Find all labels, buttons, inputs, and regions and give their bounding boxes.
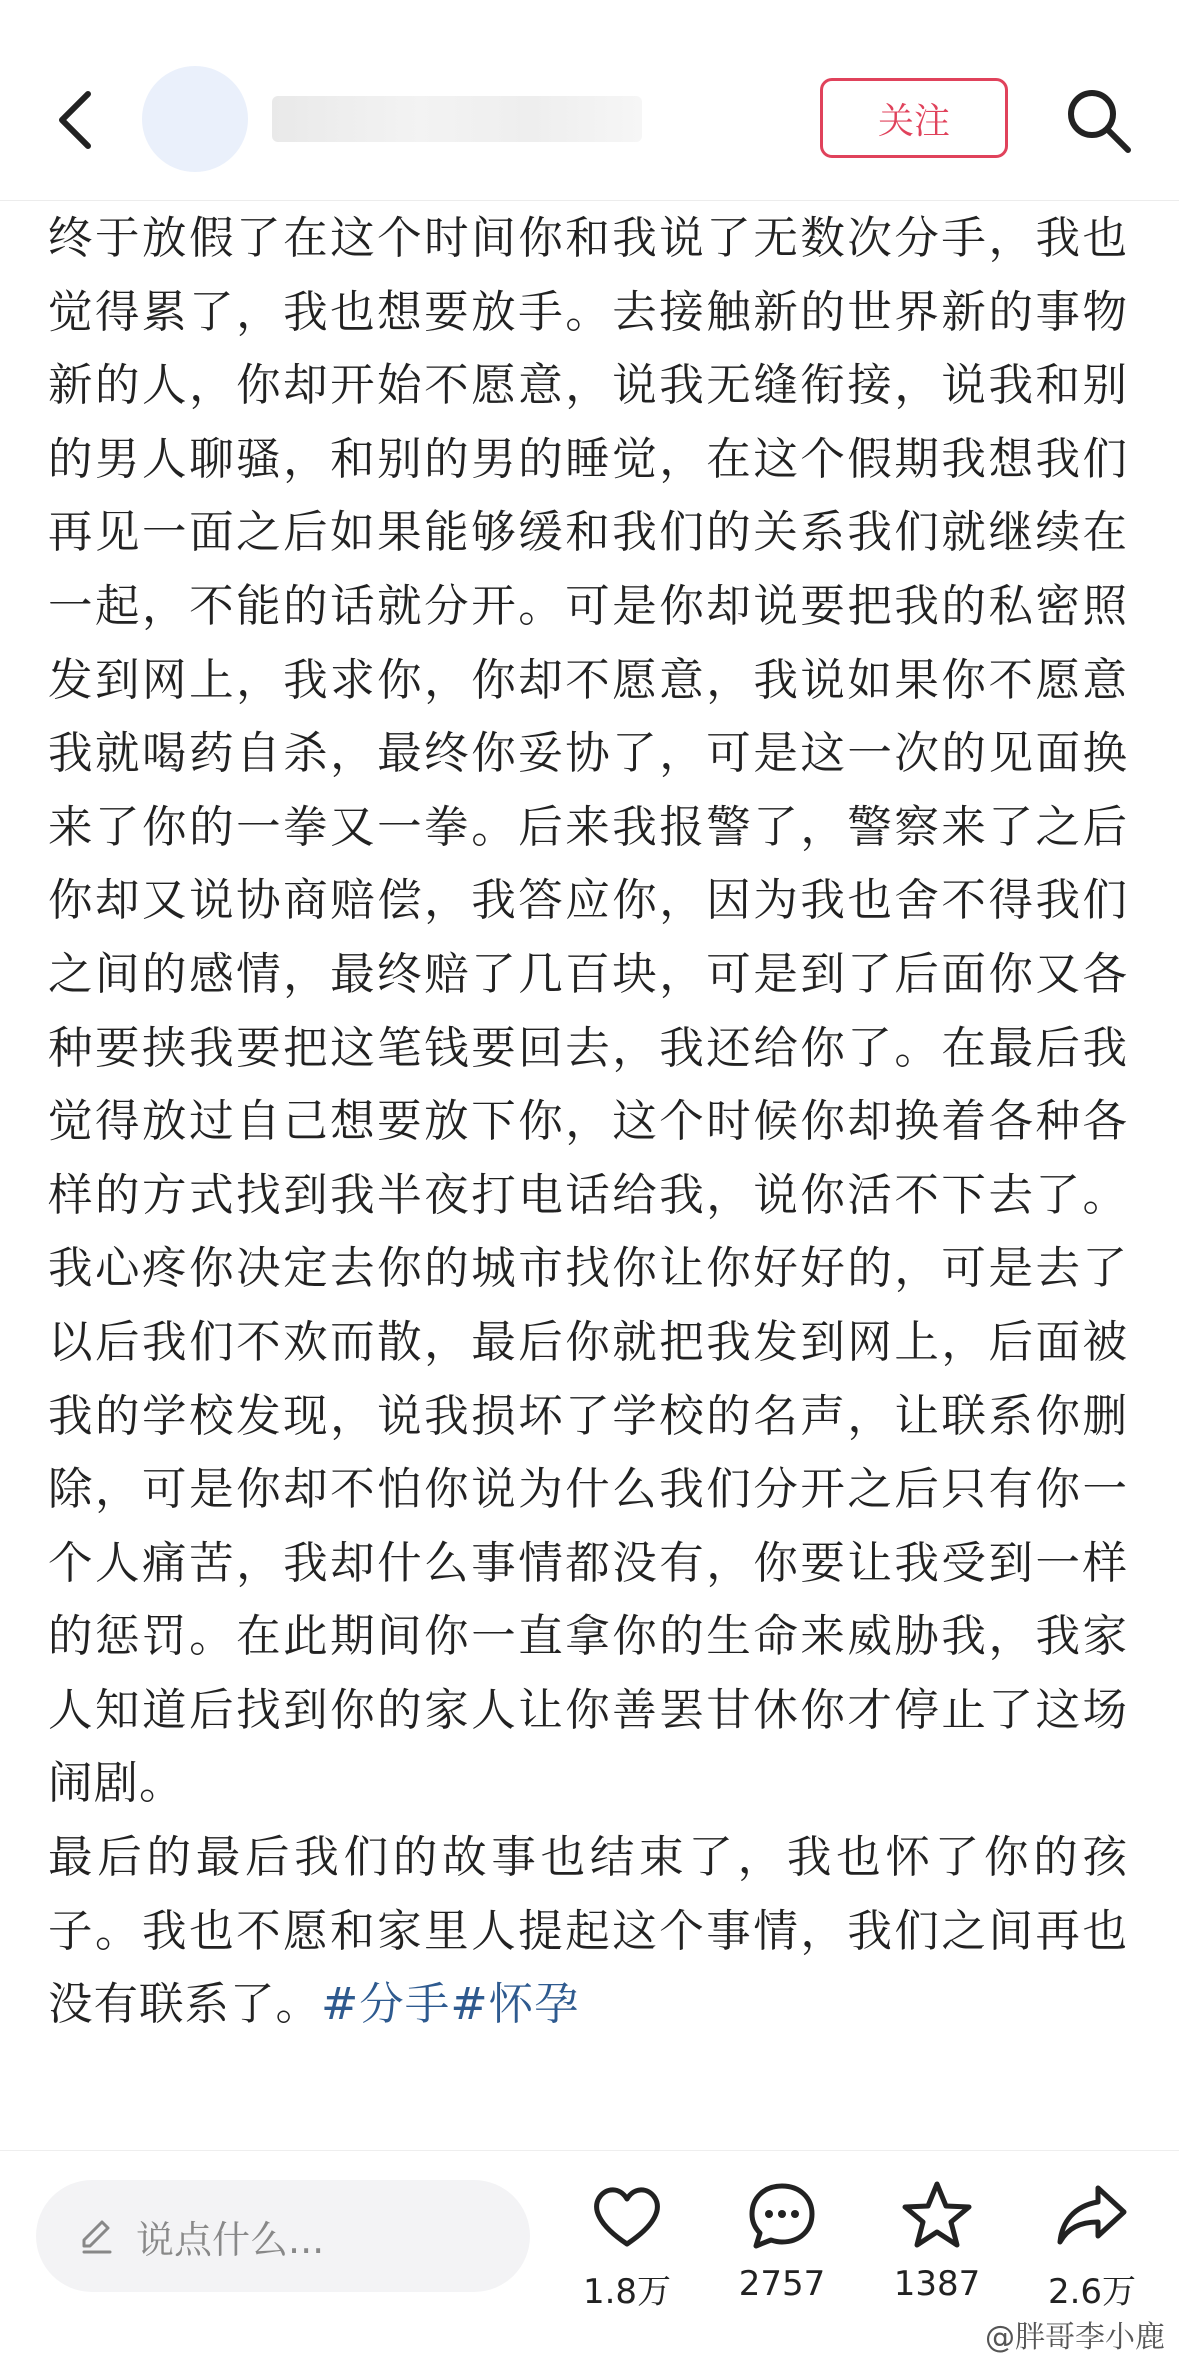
star-icon [899, 2178, 975, 2254]
top-nav-bar [0, 0, 1179, 200]
comment-bubble-icon [744, 2178, 820, 2254]
follow-button[interactable]: 关注 [820, 78, 1008, 158]
heart-icon [589, 2178, 665, 2254]
like-button[interactable] [562, 2178, 692, 2338]
hashtag-breakup[interactable]: #分手 [321, 1979, 451, 2031]
post-paragraph-2-text: 最后的最后我们的故事也结束了，我也怀了你的孩子。我也不愿和家里人提起这个事情，我们之间再也没有联系了。 [48, 1832, 1128, 2031]
hashtag-pregnancy[interactable]: #怀孕 [450, 1979, 580, 2031]
favorite-count: 1387 [893, 2264, 981, 2304]
favorite-button[interactable] [872, 2178, 1002, 2338]
share-count: 2.6万 [1047, 2272, 1137, 2312]
search-button[interactable] [1062, 84, 1134, 156]
avatar[interactable] [142, 66, 248, 172]
comment-count: 2757 [738, 2264, 826, 2304]
comment-input[interactable] [36, 2180, 530, 2292]
bottom-divider [0, 2150, 1179, 2151]
comment-placeholder: 说点什么... [136, 2217, 325, 2262]
back-arrow-icon [48, 80, 108, 160]
watermark: @胖哥李小鹿 [985, 2320, 1165, 2355]
header-divider [0, 200, 1179, 201]
like-count: 1.8万 [582, 2272, 672, 2312]
search-icon [1062, 84, 1134, 156]
comment-button[interactable] [717, 2178, 847, 2338]
username-blurred[interactable] [272, 96, 642, 142]
back-button[interactable] [48, 80, 108, 160]
post-content [48, 202, 1128, 2132]
share-arrow-icon [1054, 2178, 1130, 2254]
post-paragraph-1: 终于放假了在这个时间你和我说了无数次分手，我也觉得累了，我也想要放手。去接触新的世界新的事物新的人，你却开始不愿意，说我无缝衔接，说我和别的男人聊骚，和别的男的睡觉，在这个假期我想我们再见一面之后如果能够缓和我们的关系我们就继续在一起，不能的话就分开。可是你却说要把我的私密照发到网上，我求你，你却不愿意，我说如果你不愿意我就喝药自杀，最终你妥协了，可是这一次的见面换来了你的一拳又一拳。后来我报警了，警察来了之后你却又说协商赔偿，我答应你，因为我也舍不得我们之间的感情，最终赔了几百块，可是到了后面你又各种要挟我要把这笔钱要回去，我还给你了。在最后我觉得放过自己想要放下你，这个时候你却换着各种各样的方式找到我半夜打电话给我，说你活不下去了。我心疼你决定去你的城市找你让你好好的，可是去了以后我们不欢而散，最后你就把我发到网上，后面被我的学校发现，说我损坏了学校的名声，让联系你删除，可是你却不怕你说为什么我们分开之后只有你一个人痛苦，我却什么事情都没有，你要让我受到一样的惩罚。在此期间你一直拿你的生命来威胁我，我家人知道后找到你的家人让你善罢甘休你才停止了这场闹剧。 [48, 213, 1128, 1810]
pencil-icon [76, 2216, 116, 2256]
post-paragraph-2 [48, 1821, 1128, 2042]
